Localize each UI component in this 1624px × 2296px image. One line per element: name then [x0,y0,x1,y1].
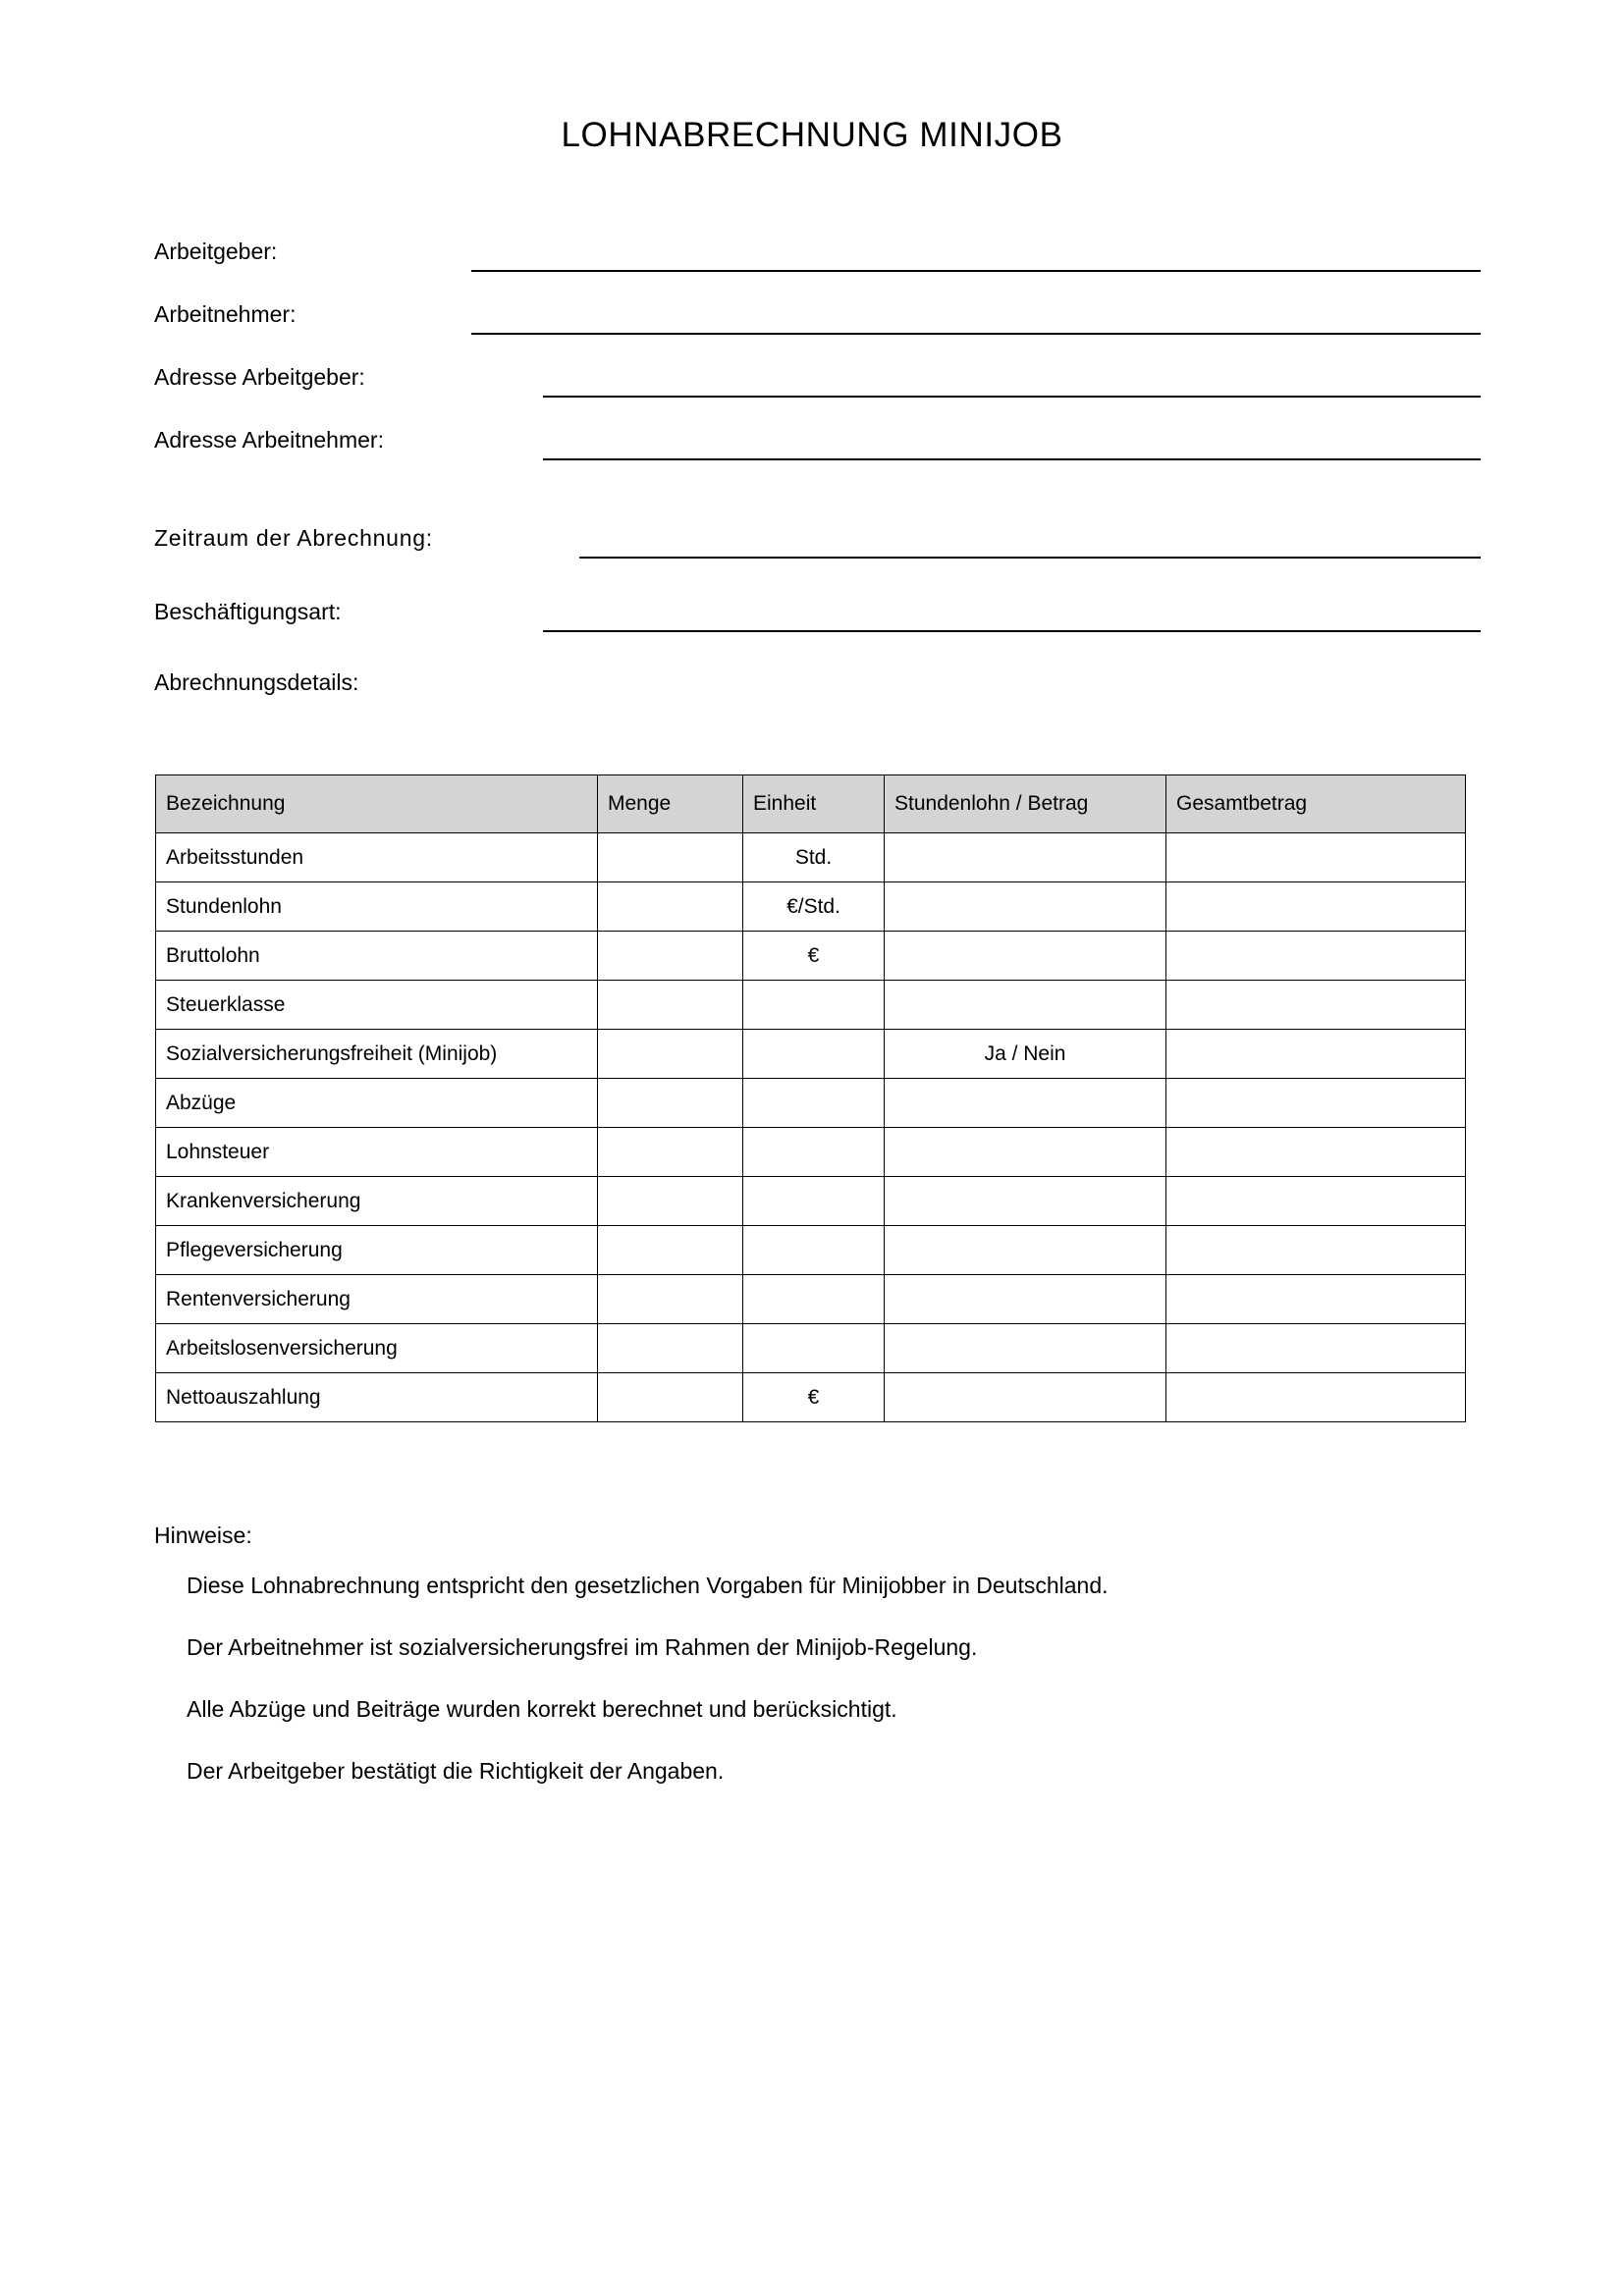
cell-einheit[interactable] [743,1079,885,1128]
cell-stundenlohn[interactable] [885,1177,1166,1226]
form-field-row [0,239,1624,282]
payroll-details-table [155,774,1466,1422]
form-field-row [0,599,1624,642]
cell-stundenlohn[interactable] [885,1324,1166,1373]
cell-menge[interactable] [598,1275,743,1324]
page-title: LOHNABRECHNUNG MINIJOB [561,116,1063,154]
table-row [156,1226,1466,1275]
cell-menge[interactable] [598,1226,743,1275]
cell-einheit[interactable] [743,981,885,1030]
table-body [156,833,1466,1422]
column-header-einheit: Einheit [743,775,885,833]
form-field-row [0,301,1624,345]
cell-menge[interactable] [598,1324,743,1373]
cell-einheit[interactable] [743,1226,885,1275]
field-label: Arbeitgeber: [154,239,278,264]
cell-stundenlohn[interactable] [885,981,1166,1030]
cell-stundenlohn[interactable] [885,932,1166,981]
cell-gesamtbetrag[interactable] [1166,1373,1466,1422]
form-field-row [0,364,1624,407]
field-write-in-line[interactable] [543,458,1481,460]
cell-bezeichnung: Pflegeversicherung [156,1226,598,1275]
field-label: Zeitraum der Abrechnung: [154,525,433,551]
cell-stundenlohn[interactable] [885,1373,1166,1422]
cell-bezeichnung: Arbeitslosenversicherung [156,1324,598,1373]
cell-bezeichnung: Abzüge [156,1079,598,1128]
column-header-bezeichnung: Bezeichnung [156,775,598,833]
cell-stundenlohn[interactable] [885,1226,1166,1275]
field-label: Arbeitnehmer: [154,301,297,327]
cell-stundenlohn[interactable] [885,1079,1166,1128]
column-header-menge: Menge [598,775,743,833]
cell-bezeichnung: Krankenversicherung [156,1177,598,1226]
field-write-in-line[interactable] [471,270,1481,272]
table-row [156,1079,1466,1128]
cell-menge[interactable] [598,882,743,932]
field-write-in-line[interactable] [543,630,1481,632]
column-header-gesamtbetrag: Gesamtbetrag [1166,775,1466,833]
cell-stundenlohn[interactable] [885,882,1166,932]
hinweise-item: Diese Lohnabrechnung entspricht den gesetzlichen Vorgaben für Minijobber in Deutschland. [187,1573,1109,1598]
cell-bezeichnung: Lohnsteuer [156,1128,598,1177]
table-row [156,981,1466,1030]
cell-einheit[interactable]: € [743,1373,885,1422]
table-row [156,1128,1466,1177]
cell-einheit[interactable] [743,1177,885,1226]
cell-gesamtbetrag[interactable] [1166,981,1466,1030]
table-row [156,1324,1466,1373]
cell-bezeichnung: Sozialversicherungsfreiheit (Minijob) [156,1030,598,1079]
cell-einheit[interactable]: €/Std. [743,882,885,932]
field-write-in-line[interactable] [471,333,1481,335]
hinweise-item: Alle Abzüge und Beiträge wurden korrekt berechnet und berücksichtigt. [187,1696,897,1722]
cell-bezeichnung: Nettoauszahlung [156,1373,598,1422]
cell-einheit[interactable] [743,1030,885,1079]
table-row [156,1030,1466,1079]
table-row [156,833,1466,882]
cell-einheit[interactable] [743,1128,885,1177]
cell-menge[interactable] [598,1079,743,1128]
cell-einheit[interactable]: € [743,932,885,981]
cell-bezeichnung: Stundenlohn [156,882,598,932]
cell-einheit[interactable]: Std. [743,833,885,882]
cell-einheit[interactable] [743,1324,885,1373]
cell-gesamtbetrag[interactable] [1166,1128,1466,1177]
cell-stundenlohn[interactable] [885,1275,1166,1324]
cell-gesamtbetrag[interactable] [1166,1275,1466,1324]
table-header [156,775,1466,833]
form-field-row [0,427,1624,470]
cell-menge[interactable] [598,833,743,882]
table-row [156,932,1466,981]
abrechnungsdetails-caption: Abrechnungsdetails: [154,669,359,695]
cell-stundenlohn[interactable] [885,1128,1166,1177]
cell-stundenlohn[interactable]: Ja / Nein [885,1030,1166,1079]
hinweise-list [187,1575,1463,1822]
table-row [156,882,1466,932]
hinweise-item: Der Arbeitgeber bestätigt die Richtigkeit der Angaben. [187,1758,725,1784]
column-header-stundenlohn: Stundenlohn / Betrag [885,775,1166,833]
cell-gesamtbetrag[interactable] [1166,932,1466,981]
cell-gesamtbetrag[interactable] [1166,1226,1466,1275]
hinweise-item: Der Arbeitnehmer ist sozialversicherungsfrei im Rahmen der Minijob-Regelung. [187,1634,978,1660]
field-write-in-line[interactable] [579,557,1481,559]
cell-bezeichnung: Bruttolohn [156,932,598,981]
cell-menge[interactable] [598,1030,743,1079]
table-row [156,1275,1466,1324]
cell-stundenlohn[interactable] [885,833,1166,882]
cell-gesamtbetrag[interactable] [1166,882,1466,932]
cell-bezeichnung: Steuerklasse [156,981,598,1030]
form-field-row [0,525,1624,568]
field-label: Adresse Arbeitnehmer: [154,427,384,453]
cell-menge[interactable] [598,981,743,1030]
field-label: Beschäftigungsart: [154,599,342,624]
hinweise-heading: Hinweise: [154,1522,252,1548]
cell-bezeichnung: Arbeitsstunden [156,833,598,882]
cell-menge[interactable] [598,1128,743,1177]
cell-menge[interactable] [598,1177,743,1226]
cell-gesamtbetrag[interactable] [1166,1079,1466,1128]
cell-menge[interactable] [598,932,743,981]
cell-bezeichnung: Rentenversicherung [156,1275,598,1324]
field-label: Adresse Arbeitgeber: [154,364,365,390]
field-write-in-line[interactable] [543,396,1481,398]
table-header-row [156,775,1466,833]
cell-gesamtbetrag[interactable] [1166,1030,1466,1079]
table-row [156,1177,1466,1226]
table-row [156,1373,1466,1422]
cell-gesamtbetrag[interactable] [1166,833,1466,882]
cell-einheit[interactable] [743,1275,885,1324]
cell-menge[interactable] [598,1373,743,1422]
cell-gesamtbetrag[interactable] [1166,1177,1466,1226]
cell-gesamtbetrag[interactable] [1166,1324,1466,1373]
